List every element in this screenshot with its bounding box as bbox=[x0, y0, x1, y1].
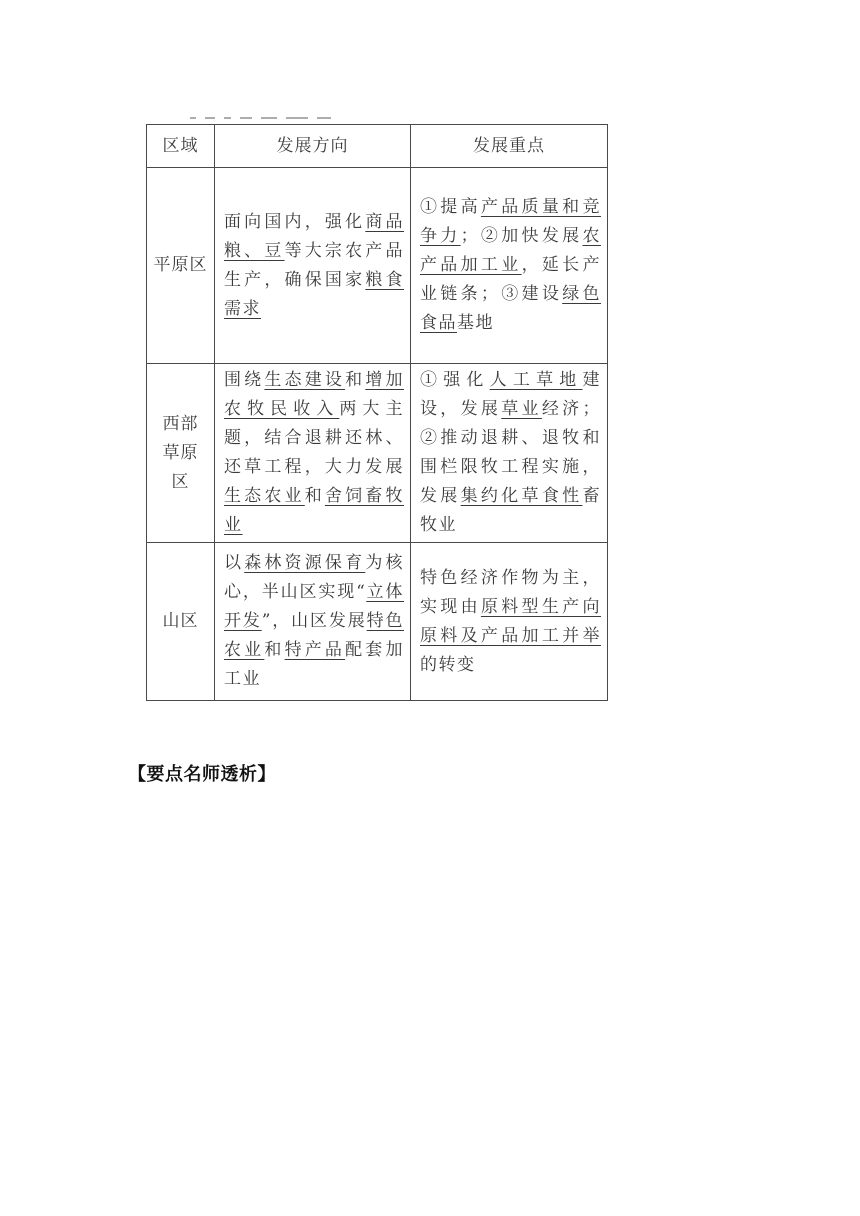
underlined-term: 产品质量和竞争力 bbox=[420, 197, 601, 246]
focus-cell bbox=[411, 543, 608, 701]
underlined-term: 生态农业 bbox=[224, 486, 305, 506]
header-direction: 发展方向 bbox=[215, 125, 411, 168]
text-run: 和 bbox=[304, 486, 325, 506]
text-run: 以 bbox=[224, 553, 245, 573]
direction-cell bbox=[215, 543, 411, 701]
underlined-term: 立体开发 bbox=[224, 582, 404, 631]
underlined-term: 草业 bbox=[501, 399, 542, 419]
underlined-term: 绿色食品 bbox=[420, 284, 601, 333]
table-header-row bbox=[147, 125, 608, 168]
text-run: ，延长产业链条；③建设 bbox=[420, 255, 601, 304]
text-run: 配套加工业 bbox=[224, 640, 404, 689]
underlined-term: 特产品 bbox=[284, 640, 346, 660]
underlined-term: 生态建设 bbox=[264, 370, 346, 390]
region-cell: 西部草原区 bbox=[147, 364, 215, 543]
cropped-caption-fragment bbox=[190, 104, 340, 120]
text-run: 两大主题，结合退耕还林、还草工程，大力发展 bbox=[224, 399, 405, 477]
underlined-term: 商品粮、豆 bbox=[224, 211, 404, 261]
underlined-term: 粮食需求 bbox=[224, 269, 404, 319]
text-run: ①提高 bbox=[420, 197, 481, 217]
direction-cell bbox=[215, 364, 411, 543]
text-run: 畜牧业 bbox=[420, 486, 601, 535]
text-run: 建设，发展 bbox=[420, 370, 602, 419]
text-run: 等大宗农产品生产，确保国家 bbox=[224, 240, 404, 290]
text-run: ；②加快发展 bbox=[460, 226, 583, 246]
header-region: 区域 bbox=[147, 125, 215, 168]
underlined-term: 舍饲畜牧业 bbox=[224, 486, 404, 535]
direction-cell bbox=[215, 168, 411, 364]
underlined-term: 森林资源保育 bbox=[244, 553, 366, 573]
underlined-term: 增加农牧民收入 bbox=[224, 370, 404, 419]
text-run: ”，山区发展 bbox=[261, 611, 367, 631]
text-run: 经济；②推动退耕、退牧和围栏限牧工程实施，发展 bbox=[420, 399, 601, 506]
text-run: 和 bbox=[264, 640, 285, 660]
text-run: 为核心，半山区实现“ bbox=[224, 553, 404, 602]
underlined-term: 集约化草食性 bbox=[460, 486, 583, 506]
text-run: 特色经济作物为主，实现由 bbox=[420, 567, 601, 617]
text-run: 围绕 bbox=[224, 370, 265, 390]
text-run: 面向国内，强化 bbox=[224, 211, 366, 232]
text-run: 和 bbox=[345, 370, 366, 390]
text-run: 基地 bbox=[457, 313, 494, 333]
regional-development-table bbox=[146, 124, 608, 701]
table-row bbox=[147, 168, 608, 364]
focus-cell bbox=[411, 168, 608, 364]
underlined-term: 特色农业 bbox=[224, 611, 404, 660]
region-cell: 平原区 bbox=[147, 168, 215, 364]
text-run: ①强化 bbox=[420, 370, 490, 390]
header-focus: 发展重点 bbox=[411, 125, 608, 168]
underlined-term: 农产品加工业 bbox=[420, 226, 601, 275]
text-run: 的转变 bbox=[420, 654, 476, 675]
underlined-term: 人工草地 bbox=[489, 370, 583, 390]
underlined-term: 原料型生产向原料及产品加工并举 bbox=[420, 596, 601, 646]
table-row bbox=[147, 543, 608, 701]
focus-cell bbox=[411, 364, 608, 543]
region-cell: 山区 bbox=[147, 543, 215, 701]
table-row bbox=[147, 364, 608, 543]
section-heading: 【要点名师透析】 bbox=[128, 764, 276, 785]
